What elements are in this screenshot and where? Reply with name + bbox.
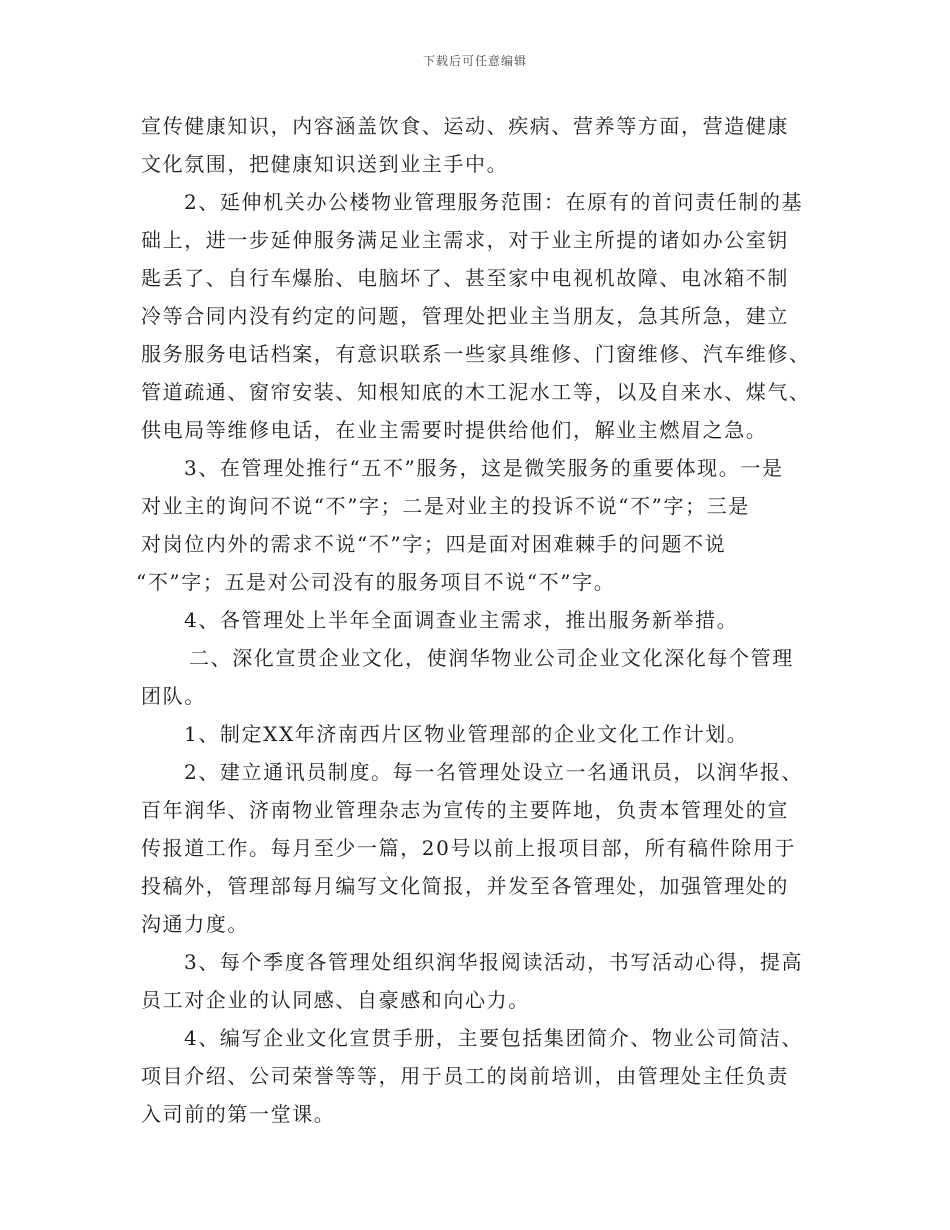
text-line: 2、建立通讯员制度。每一名管理处设立一名通讯员，以润华报、 xyxy=(184,760,804,784)
text-line: 文化氛围，把健康知识送到业主手中。 xyxy=(141,152,509,176)
text-line: 服务服务电话档案，有意识联系一些家具维修、门窗维修、汽车维修、 xyxy=(141,342,811,366)
text-line: 3、在管理处推行“五不”服务，这是微笑服务的重要体现。一是 xyxy=(184,456,784,480)
text-line: 二、深化宣贯企业文化，使润华物业公司企业文化深化每个管理 xyxy=(189,646,794,670)
text-line: 管道疏通、窗帘安装、知根知底的木工泥水工等，以及自来水、煤气、 xyxy=(141,380,811,404)
text-line: 项目介绍、公司荣誉等等，用于员工的岗前培训，由管理处主任负责 xyxy=(141,1064,789,1088)
text-line: 2、延伸机关办公楼物业管理服务范围：在原有的首问责任制的基 xyxy=(184,190,804,214)
text-line: 沟通力度。 xyxy=(141,912,249,936)
text-line: 1、制定XX年济南西片区物业管理部的企业文化工作计划。 xyxy=(184,722,749,746)
text-line: 3、每个季度各管理处组织润华报阅读活动，书写活动心得，提高 xyxy=(184,950,804,974)
text-line: 供电局等维修电话，在业主需要时提供给他们，解业主燃眉之急。 xyxy=(141,418,768,442)
text-line: 投稿外，管理部每月编写文化简报，并发至各管理处，加强管理处的 xyxy=(141,874,789,898)
text-line: 入司前的第一堂课。 xyxy=(141,1102,336,1126)
text-line: 4、编写企业文化宣贯手册，主要包括集团简介、物业公司简洁、 xyxy=(184,1026,804,1050)
text-line: “不”字；五是对公司没有的服务项目不说“不”字。 xyxy=(136,570,616,594)
text-line: 百年润华、济南物业管理杂志为宣传的主要阵地，负责本管理处的宣 xyxy=(141,798,789,822)
text-line: 对业主的询问不说“不”字；二是对业主的投诉不说“不”字；三是 xyxy=(141,494,750,518)
text-line: 团队。 xyxy=(141,684,206,708)
text-line: 冷等合同内没有约定的问题，管理处把业主当朋友，急其所急，建立 xyxy=(141,304,789,328)
text-line: 传报道工作。每月至少一篇，20号以前上报项目部，所有稿件除用于 xyxy=(141,836,797,860)
text-line: 4、各管理处上半年全面调查业主需求，推出服务新举措。 xyxy=(184,608,739,632)
text-line: 础上，进一步延伸服务满足业主需求，对于业主所提的诸如办公室钥 xyxy=(141,228,789,252)
text-line: 宣传健康知识，内容涵盖饮食、运动、疾病、营养等方面，营造健康 xyxy=(141,114,789,138)
text-line: 对岗位内外的需求不说“不”字；四是面对困难棘手的问题不说 xyxy=(141,532,727,556)
header-note: 下载后可任意编辑 xyxy=(422,54,527,68)
text-line: 员工对企业的认同感、自豪感和向心力。 xyxy=(141,988,530,1012)
text-line: 匙丢了、自行车爆胎、电脑坏了、甚至家中电视机故障、电冰箱不制 xyxy=(141,266,789,290)
